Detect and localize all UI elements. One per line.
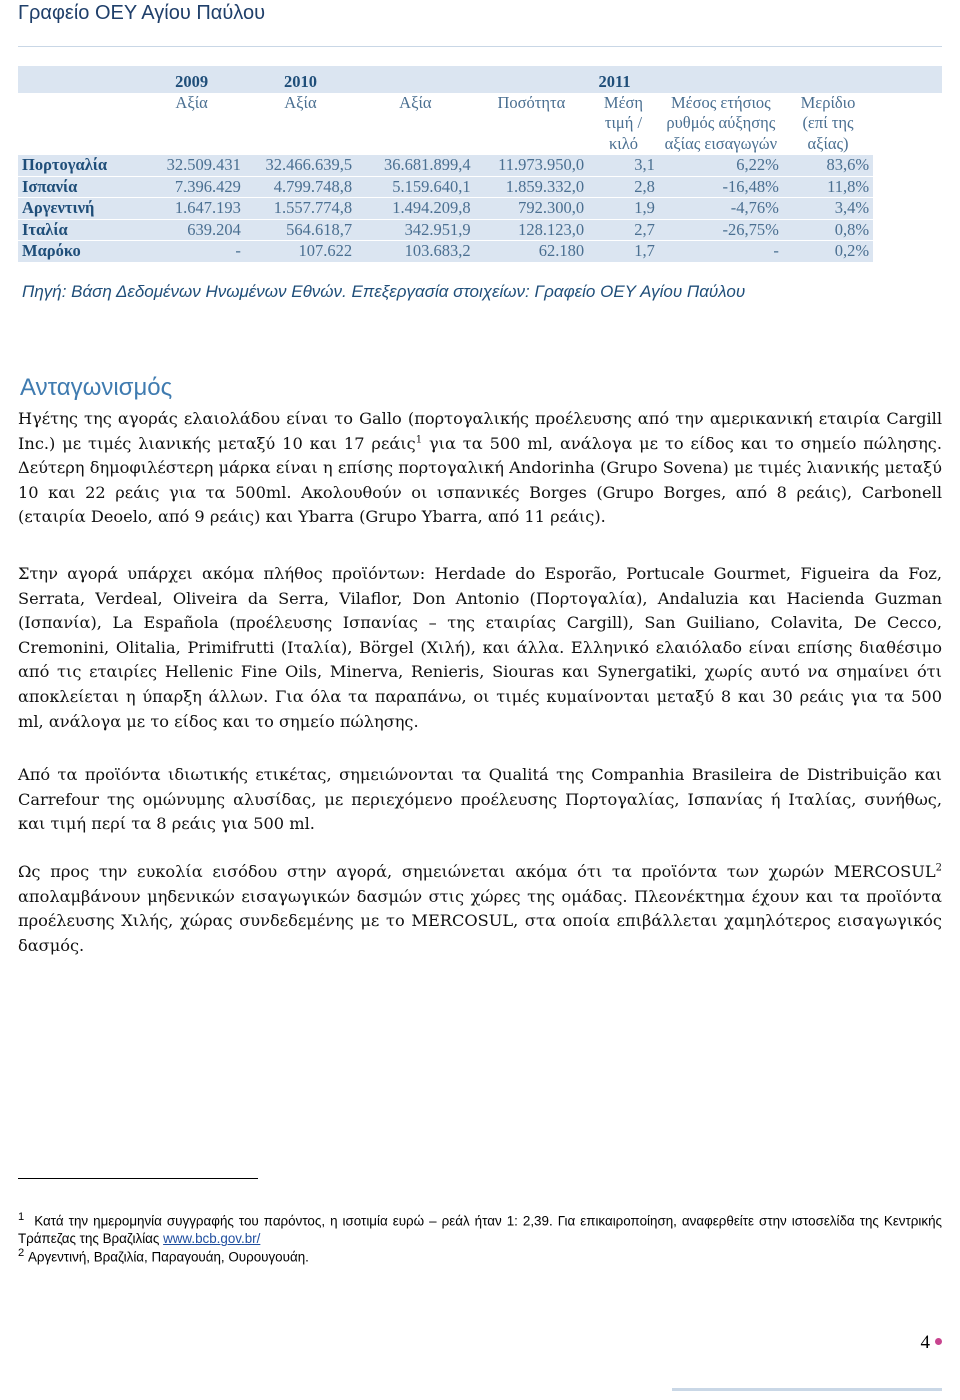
cell-growth: -16,48%	[659, 176, 783, 198]
footnote-ref-1[interactable]: 1	[415, 434, 423, 446]
cell-v2011: 1.494.209,8	[356, 198, 475, 220]
cell-price: 3,1	[588, 155, 659, 177]
year-2010: 2010	[245, 66, 356, 93]
col-header: Μέση τιμή / κιλό	[588, 93, 659, 155]
cell-v2010: 564.618,7	[245, 219, 356, 241]
footnote-ref-2[interactable]: 2	[935, 862, 942, 874]
paragraph-2: Στην αγορά υπάρχει ακόμα πλήθος προϊόντων: Herdade do Esporão, Portucale Gourmet, Figueira da Foz, Serrata, Verdeal, Oliveira da Serra, Vilaflor, Don Antonio (Πορτογαλία), Andaluzia και Hacienda Guzman (Ισπανία), La Española (προέλευσης Ισπανίας – της εταιρίας Cargill), San Guiliano, Colavita, De Cecco, Cremonini, Olitalia, Primifrutti (Ιταλία), Börgel (Χιλή), και άλλα. Ελληνικό ελαιόλαδο είναι επίσης διαθέσιμο από τις εταιρίες Hellenic Fine Oils, Minerva, Renieris, Siouras και Synergatiki, χωρίς αυτό να σημαίνει ότι αποκλείεται η ύπαρξη άλλων. Για όλα τα παραπάνω, οι τιμές κυμαίνονται μεταξύ 8 και 30 ρεάις για τα 500 ml, ανάλογα με το είδος και το σημείο πώλησης.	[18, 564, 942, 731]
cell-country: Ισπανία	[18, 176, 138, 198]
table-source-note: Πηγή: Βάση Δεδομένων Ηνωμένων Εθνών. Επεξεργασία στοιχείων: Γραφείο ΟΕΥ Αγίου Παύλου	[22, 282, 746, 301]
cell-share: 3,4%	[783, 198, 873, 220]
table-row	[18, 198, 942, 220]
page-header: Γραφείο ΟΕΥ Αγίου Παύλου	[18, 2, 266, 24]
footnote-divider	[18, 1178, 258, 1179]
cell-price: 1,7	[588, 241, 659, 262]
decorative-dot	[935, 1338, 942, 1345]
cell-growth: -4,76%	[659, 198, 783, 220]
cell-share: 0,8%	[783, 219, 873, 241]
page-number: 4	[920, 1332, 930, 1353]
cell-country: Πορτογαλία	[18, 155, 138, 177]
cell-qty: 11.973.950,0	[475, 155, 588, 177]
col-header: Αξία	[138, 93, 244, 155]
table-row	[18, 241, 942, 262]
cell-v2009: 639.204	[138, 219, 244, 241]
footnote-1: $^1$ Κατά την ημερομηνία συγγραφής του παρόντος, η ισοτιμία ευρώ – ρεάλ ήταν 1: 2,39. Για επικαιροποίηση, αναφερθείτε στην ιστοσελίδα της Κεντρικής Τράπεζας της Βραζιλίας www.bcb.gov.br/	[18, 1211, 942, 1247]
col-header: Μέσος ετήσιος ρυθμός αύξησης αξίας εισαγωγών	[659, 93, 783, 155]
cell-v2009: 1.647.193	[138, 198, 244, 220]
cell-country: Μαρόκο	[18, 241, 138, 262]
col-header: Ποσότητα	[475, 93, 588, 155]
cell-v2010: 107.622	[245, 241, 356, 262]
cell-price: 2,7	[588, 219, 659, 241]
cell-country: Αργεντινή	[18, 198, 138, 220]
col-header: Αξία	[356, 93, 475, 155]
cell-v2011: 103.683,2	[356, 241, 475, 262]
cell-qty: 128.123,0	[475, 219, 588, 241]
table-row	[18, 219, 942, 241]
table-row	[18, 155, 942, 177]
cell-v2009: 7.396.429	[138, 176, 244, 198]
cell-v2009: -	[138, 241, 244, 262]
bcb-link[interactable]: www.bcb.gov.br/	[163, 1231, 261, 1247]
cell-growth: 6,22%	[659, 155, 783, 177]
footer-divider	[672, 1388, 942, 1391]
cell-price: 1,9	[588, 198, 659, 220]
cell-qty: 1.859.332,0	[475, 176, 588, 198]
cell-growth: -26,75%	[659, 219, 783, 241]
cell-price: 2,8	[588, 176, 659, 198]
year-2011: 2011	[356, 66, 873, 93]
cell-v2011: 36.681.899,4	[356, 155, 475, 177]
header-divider	[18, 46, 942, 47]
table-header-row	[18, 93, 942, 155]
cell-country: Ιταλία	[18, 219, 138, 241]
table-row	[18, 176, 942, 198]
cell-share: 83,6%	[783, 155, 873, 177]
cell-qty: 792.300,0	[475, 198, 588, 220]
import-table	[18, 66, 942, 262]
footnote-2: $^2$ Αργεντινή, Βραζιλία, Παραγουάη, Ουρουγουάη.	[18, 1247, 309, 1265]
paragraph-4: Ως προς την ευκολία εισόδου στην αγορά, σημειώνεται ακόμα ότι τα προϊόντα των χωρών MERCOSUL$^2$ απολαμβάνουν μηδενικών εισαγωγικών δασμών στις χώρες της ομάδας. Πλεονέκτημα έχουν και τα προϊόντα προέλευσης Χιλής, χώρας συνδεδεμένης με το MERCOSUL, στα οποία επιβάλλεται χαμηλότερος εισαγωγικός δασμός.	[18, 862, 942, 955]
table-year-row	[18, 66, 942, 93]
cell-v2009: 32.509.431	[138, 155, 244, 177]
col-header: Αξία	[245, 93, 356, 155]
year-2009: 2009	[138, 66, 244, 93]
cell-share: 0,2%	[783, 241, 873, 262]
cell-share: 11,8%	[783, 176, 873, 198]
import-table-wrapper	[18, 66, 942, 262]
col-header: Μερίδιο (επί της αξίας)	[783, 93, 873, 155]
cell-v2010: 32.466.639,5	[245, 155, 356, 177]
cell-qty: 62.180	[475, 241, 588, 262]
cell-growth: -	[659, 241, 783, 262]
paragraph-3: Από τα προϊόντα ιδιωτικής ετικέτας, σημειώνονται τα Qualitá της Companhia Brasileira de Distribuição και Carrefour της ομώνυμης αλυσίδας, με περιεχόμενο προέλευσης Πορτογαλίας, Ισπανίας ή Ιταλίας, συνήθως, και τιμή περί τα 8 ρεάις για 500 ml.	[18, 765, 942, 834]
cell-v2010: 4.799.748,8	[245, 176, 356, 198]
cell-v2011: 342.951,9	[356, 219, 475, 241]
section-heading: Ανταγωνισμός	[20, 374, 173, 401]
cell-v2010: 1.557.774,8	[245, 198, 356, 220]
cell-v2011: 5.159.640,1	[356, 176, 475, 198]
paragraph-1: Ηγέτης της αγοράς ελαιολάδου είναι το Gallo (πορτογαλικής προέλευσης από την αμερικανική εταιρία Cargill Inc.) με τιμές λιανικής μεταξύ 10 και 17 ρεάις$^1$ για τα 500 ml, ανάλογα με το είδος και το σημείο πώλησης. Δεύτερη δημοφιλέστερη μάρκα είναι η επίσης πορτογαλική Andorinha (Grupo Sovena) με τιμές λιανικής μεταξύ 10 και 22 ρεάις για τα 500ml. Ακολουθούν οι ισπανικές Borges (Grupo Borges, από 8 ρεάις), Carbonell (εταιρία Deoelo, από 9 ρεάις) και Ybarra (Grupo Ybarra, από 11 ρεάις).	[18, 409, 943, 527]
